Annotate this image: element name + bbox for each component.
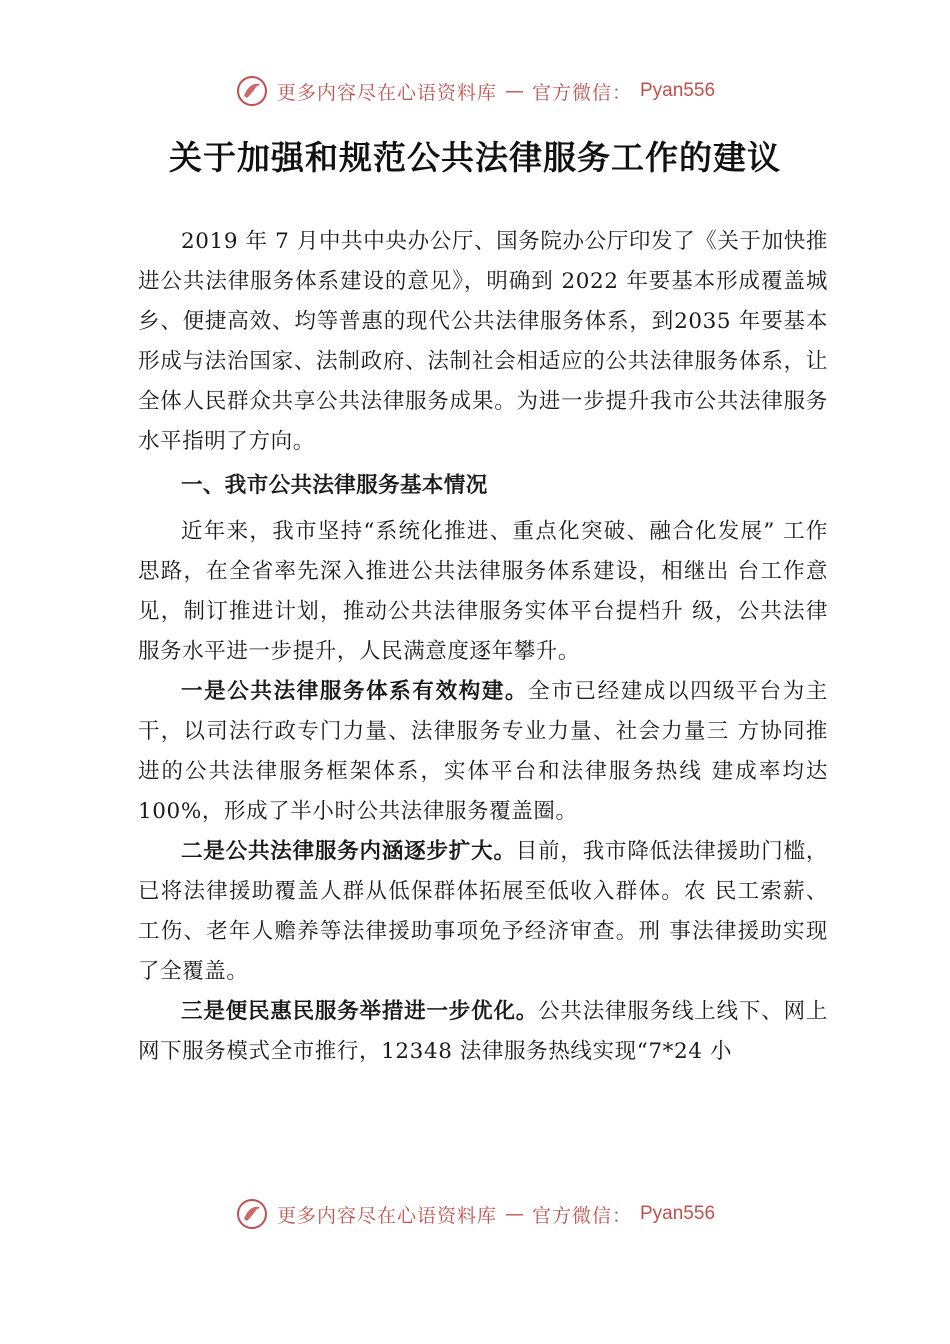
section-heading: 一、我市公共法律服务基本情况 [181, 473, 488, 498]
point-lead-2: 二是公共法律服务内涵逐步扩大。 [181, 839, 516, 864]
document-title: 关于加强和规范公共法律服务工作的建议 [169, 138, 781, 177]
point-text-1: 全市已经建成以四级平台为主干，以司法行政专门力量、法律服务专业力量、社会力量三 方协同推进的公共法律服务框架体系，实体平台和法律服务热线 建成率均达 100%，形成了半小时公共法律服务覆盖圈。 [138, 679, 828, 824]
point-lead-3: 三是便民惠民服务举措进一步优化。 [181, 999, 539, 1024]
intro-paragraph: 2019 年 7 月中共中央办公厅、国务院办公厅印发了《关于加快推进公共法律服务体系建设的意见》，明确到 2022 年要基本形成覆盖城乡、便捷高效、均等普惠的现代公共法律服务体系，到2035 年要基本形成与法治国家、法制政府、法制社会相适应的公共法律服务体系，让全体人民群众共享公共法律服务成果。为进一步提升我市公共法律服务水平指明了方向。 [138, 229, 828, 454]
watermark-wechat-id: Pyan556 [640, 1203, 716, 1224]
watermark-official-label: 官方微信： [531, 1204, 632, 1227]
document-body [138, 222, 828, 1072]
seal-logo-icon [235, 74, 269, 108]
point-paragraph-2 [138, 832, 828, 992]
watermark-text: 更多内容尽在心语资料库 [276, 1204, 497, 1227]
point-paragraph-1 [138, 672, 828, 832]
point-paragraph-3 [138, 992, 828, 1072]
watermark-text: 更多内容尽在心语资料库 [276, 81, 497, 104]
footer-watermark [0, 1197, 950, 1231]
point-lead-1: 一是公共法律服务体系有效构建。 [181, 679, 529, 704]
watermark-wechat-id: Pyan556 [640, 80, 716, 101]
watermark-official-label: 官方微信： [531, 81, 632, 104]
watermark-separator: — [504, 1203, 524, 1225]
seal-logo-icon [235, 1197, 269, 1231]
point-text-3: 公共法律服务线上线下、网上网下服务模式全市推行，12348 法律服务热线实现“7*24 小 [138, 999, 828, 1064]
point-text-2: 目前，我市降低法律援助门槛，已将法律援助覆盖人群从低保群体拓展至低收入群体。农 民工索薪、工伤、老年人赡养等法律援助事项免予经济审查。刑 事法律援助实现了全覆盖。 [138, 839, 828, 984]
watermark-separator: — [504, 80, 524, 102]
overview-paragraph: 近年来，我市坚持“系统化推进、重点化突破、融合化发展” 工作思路，在全省率先深入推进公共法律服务体系建设，相继出 台工作意见，制订推进计划，推动公共法律服务实体平台提档升 级，公共法律服务水平进一步提升，人民满意度逐年攀升。 [138, 519, 828, 664]
header-watermark [0, 74, 950, 108]
